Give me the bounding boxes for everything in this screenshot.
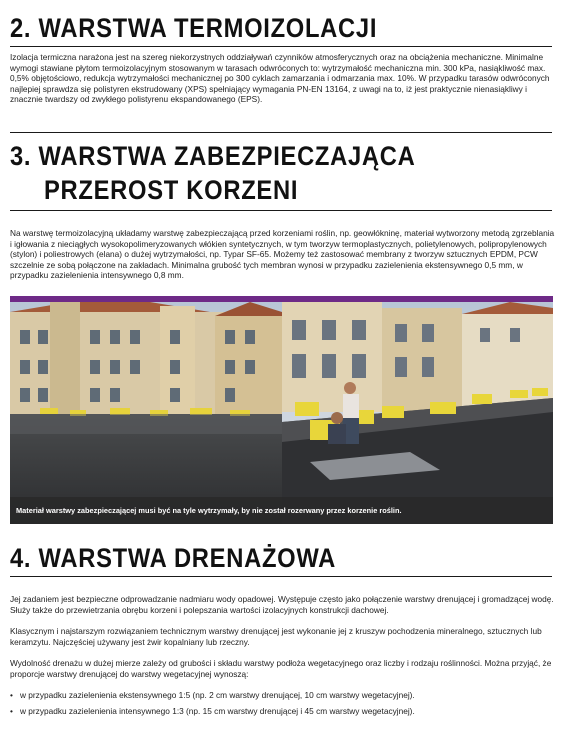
roof-construction-photo [10, 296, 553, 524]
list-item-text: w przypadku zazielenienia ekstensywnego 1:5 (np. 2 cm warstwy drenującej, 10 cm warstwy wegetacyjnej). [20, 690, 415, 700]
list-item [10, 706, 555, 717]
section-4-paragraph-1: Jej zadaniem jest bezpieczne odprowadzanie nadmiaru wody opadowej. Występuje często jako połączenie warstwy drenującej i gromadzącej wodę. Służy także do przewietrzania obrębu korzeni i polepszania wartości izolacyjnych konstrukcji dachowej. [10, 594, 554, 615]
section-4-rule [10, 576, 552, 577]
section-4-paragraph-3: Wydolność drenażu w dużej mierze zależy od grubości i składu warstwy podłoża wegetacyjnego oraz liczby i rodzaju roślinności. Można przyjąć, że proporcje warstwy drenującej do warstwy wegetacyjnej wynoszą: [10, 658, 552, 679]
section-3-paragraph: Na warstwę termoizolacyjną układamy warstwę zabezpieczającą przed korzeniami roślin, np. geowłókninę, materiał wytworzony metodą zgrzeblania i igłowania z nieciągłych wysokopolimeryzowanych włókien syntetycznych, w tym tworzyw termoplastycznych, polietylenowych, polipropylenowych (stylon) i poliestrowych (elana) o dużej wytrzymałości, np. Typar SF-65. Możemy też zastosować membrany z tworzyw sztucznych EPDM, PCW szczelnie ze sobą połączone na zakładach. Minimalna grubość tych membran wynosi w przypadku zazielenienia ekstensywnego 0,5 mm, w przypadku zazielenienia intensywnego 0,8 mm. [10, 228, 555, 281]
section-4-heading: 4. WARSTWA DRENAŻOWA [10, 543, 337, 573]
drainage-ratio-list [10, 690, 555, 721]
section-2-rule [10, 46, 552, 47]
section-2-heading: 2. WARSTWA TERMOIZOLACJI [10, 13, 378, 43]
section-4-paragraph-2: Klasycznym i najstarszym rozwiązaniem technicznym warstwy drenującej jest wykonanie jej z kruszyw pochodzenia mineralnego, sztucznych lub keramzytu. Najczęściej używany jest żwir kopalniany lub rzeczny. [10, 626, 542, 647]
bullet-icon: • [10, 690, 13, 700]
section-3-heading-line1: 3. WARSTWA ZABEZPIECZAJĄCA [10, 141, 416, 171]
list-item [10, 690, 555, 701]
construction-scene-illustration [10, 302, 553, 524]
bullet-icon: • [10, 705, 13, 716]
list-item-text: w przypadku zazielenienia intensywnego 1:3 (np. 15 cm warstwy drenującej i 45 cm warstwy wegetacyjnej). [20, 705, 415, 716]
section-3-heading-line2: PRZEROST KORZENI [44, 175, 299, 205]
section-2-bottom-rule [10, 132, 552, 133]
photo-caption: Materiał warstwy zabezpieczającej musi być na tyle wytrzymały, by nie został rozerwany przez korzenie roślin. [10, 497, 553, 524]
section-2-paragraph: Izolacja termiczna narażona jest na szereg niekorzystnych oddziaływań czynników atmosferycznych oraz na obciążenia mechaniczne. Minimalne wymogi stawiane płytom termoizolacyjnym stosowanym w tarasach odwróconych to: wytrzymałość mechaniczna min. 300 kPa, nasiąkliwość max. 0,5% objętościowo, redukcja wytrzymałości mechanicznej po 300 cyklach zamarzania i odmarzania max. 10%. W przypadku tarasów odwróconych najlepiej sprawdza się polistyren ekstrudowany (XPS) spełniający wymagania PN-EN 13164, z uwagi na to, iż jest praktycznie nienasiąkliwy i znacznie twardszy od zwykłego polistyrenu ekspandowanego (EPS). [10, 52, 550, 105]
section-3-rule [10, 210, 552, 211]
